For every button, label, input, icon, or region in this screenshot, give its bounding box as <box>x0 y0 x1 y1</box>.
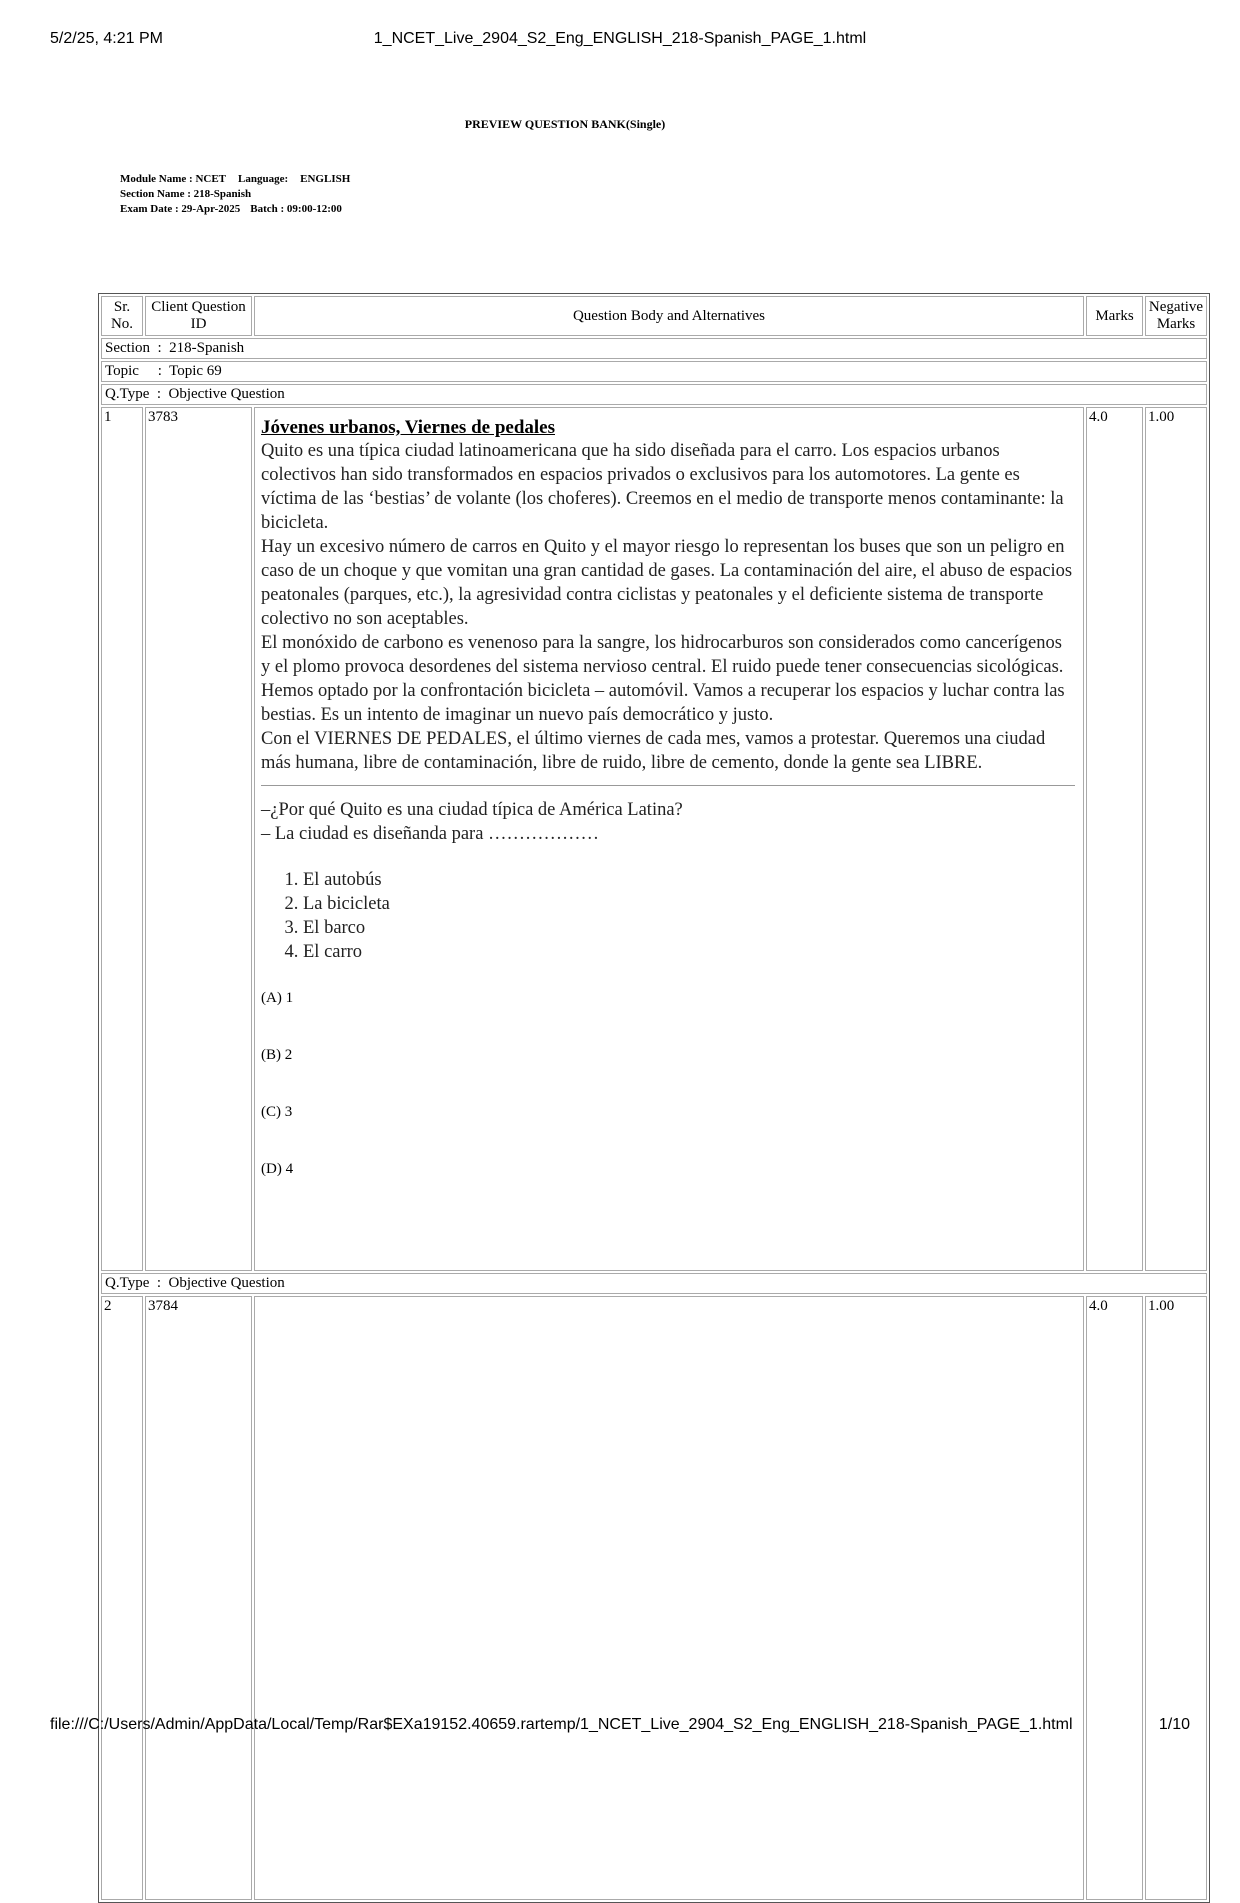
page-title: PREVIEW QUESTION BANK(Single) <box>464 117 666 131</box>
question-body <box>254 407 1084 1271</box>
col-header-client-question-id: Client Question ID <box>145 296 252 336</box>
option-a: (A) 1 <box>261 990 294 1006</box>
passage-paragraph: Quito es una típica ciudad latinoamericana que ha sido diseñada para el carro. Los espacios urbanos colectivos han sido transformados en espacios privados o exclusivos para los automotores. La gente es víctima de las ‘bestias’ de volante (los choferes). Creemos en el medio de transporte menos contaminante: la bicicleta. <box>261 441 1064 533</box>
batch: Batch : 09:00-12:00 <box>250 203 342 215</box>
question-sr-no: 2 <box>101 1296 143 1900</box>
module-name: Module Name : NCET <box>120 173 227 185</box>
qtype-row <box>101 384 1207 405</box>
option-b: (B) 2 <box>261 1047 293 1063</box>
language-value: ENGLISH <box>300 173 351 185</box>
col-header-negative-marks: Negative Marks <box>1145 296 1207 336</box>
question-client-id: 3783 <box>145 407 252 1271</box>
question-client-id: 3784 <box>145 1296 252 1900</box>
section-row <box>101 338 1207 359</box>
question-row <box>101 407 1207 1271</box>
language-label: Language: <box>238 173 289 185</box>
choice-item: 1. El autobús <box>303 868 1081 892</box>
print-document-title: 1_NCET_Live_2904_S2_Eng_ENGLISH_218-Spanish_PAGE_1.html <box>373 30 867 47</box>
qtype-row-label: Q.Type : Objective Question <box>101 384 1207 405</box>
question-body <box>254 1296 1084 1900</box>
choice-item: 2. La bicicleta <box>303 892 1081 916</box>
topic-row <box>101 361 1207 382</box>
topic-row-label: Topic : Topic 69 <box>101 361 1207 382</box>
table-header-row <box>101 296 1207 336</box>
passage-divider <box>261 785 1075 786</box>
qtype-row-label: Q.Type : Objective Question <box>101 1273 1207 1294</box>
col-header-question-body: Question Body and Alternatives <box>254 296 1084 336</box>
passage-paragraph: Con el VIERNES DE PEDALES, el último viernes de cada mes, vamos a protestar. Queremos una ciudad más humana, libre de contaminación, libre de ruido, libre de cemento, donde la gente sea LIBRE. <box>261 729 1046 773</box>
question-bank-table-wrapper <box>98 293 1204 1754</box>
print-datetime: 5/2/25, 4:21 PM <box>50 30 163 47</box>
choice-item: 3. El barco <box>303 916 1081 940</box>
section-name: Section Name : 218-Spanish <box>120 188 252 200</box>
choice-list <box>261 868 1081 964</box>
option-c: (C) 3 <box>261 1104 293 1120</box>
print-page-number: 1/10 <box>1158 1716 1190 1733</box>
passage-paragraph: El monóxido de carbono es venenoso para la sangre, los hidrocarburos son considerados como cancerígenos y el plomo provoca desordenes del sistema nervioso central. El ruido puede tener consecuencias sicológicas. <box>261 633 1064 677</box>
passage-paragraph: Hay un excesivo número de carros en Quito y el mayor riesgo lo representan los buses que son un peligro en caso de un choque y que vomitan una gran cantidad de gases. La contaminación del aire, el abuso de espacios peatonales (parques, etc.), la agresividad contra ciclistas y peatonales y el deficiente sistema de transporte colectivo no son aceptables. <box>261 537 1073 629</box>
exam-date: Exam Date : 29-Apr-2025 <box>120 203 241 215</box>
question-stem-line: – La ciudad es diseñanda para ……………… <box>261 824 600 844</box>
passage-paragraph: Hemos optado por la confrontación bicicleta – automóvil. Vamos a recuperar los espacios y luchar contra las bestias. Es un intento de imaginar un nuevo país democrático y justo. <box>261 681 1065 725</box>
question-row <box>101 1296 1207 1900</box>
exam-meta <box>120 172 350 217</box>
passage-text <box>261 439 1081 846</box>
question-marks: 4.0 <box>1086 407 1143 1271</box>
question-sr-no: 1 <box>101 407 143 1271</box>
col-header-marks: Marks <box>1086 296 1143 336</box>
section-row-label: Section : 218-Spanish <box>101 338 1207 359</box>
qtype-row <box>101 1273 1207 1294</box>
question-bank-table <box>98 293 1210 1903</box>
option-d: (D) 4 <box>261 1161 294 1177</box>
choice-item: 4. El carro <box>303 940 1081 964</box>
question-negative-marks: 1.00 <box>1145 1296 1207 1900</box>
question-marks: 4.0 <box>1086 1296 1143 1900</box>
print-footer-url: file:///C:/Users/Admin/AppData/Local/Temp/Rar$EXa19152.40659.rartemp/1_NCET_Live_2904_S2_Eng_ENGLISH_218-Spanish_PAGE_1.html <box>50 1716 1073 1733</box>
question-negative-marks: 1.00 <box>1145 407 1207 1271</box>
passage-title: Jóvenes urbanos, Viernes de pedales <box>261 417 555 438</box>
col-header-sr-no: Sr. No. <box>101 296 143 336</box>
question-stem-line: –¿Por qué Quito es una ciudad típica de América Latina? <box>261 800 683 820</box>
